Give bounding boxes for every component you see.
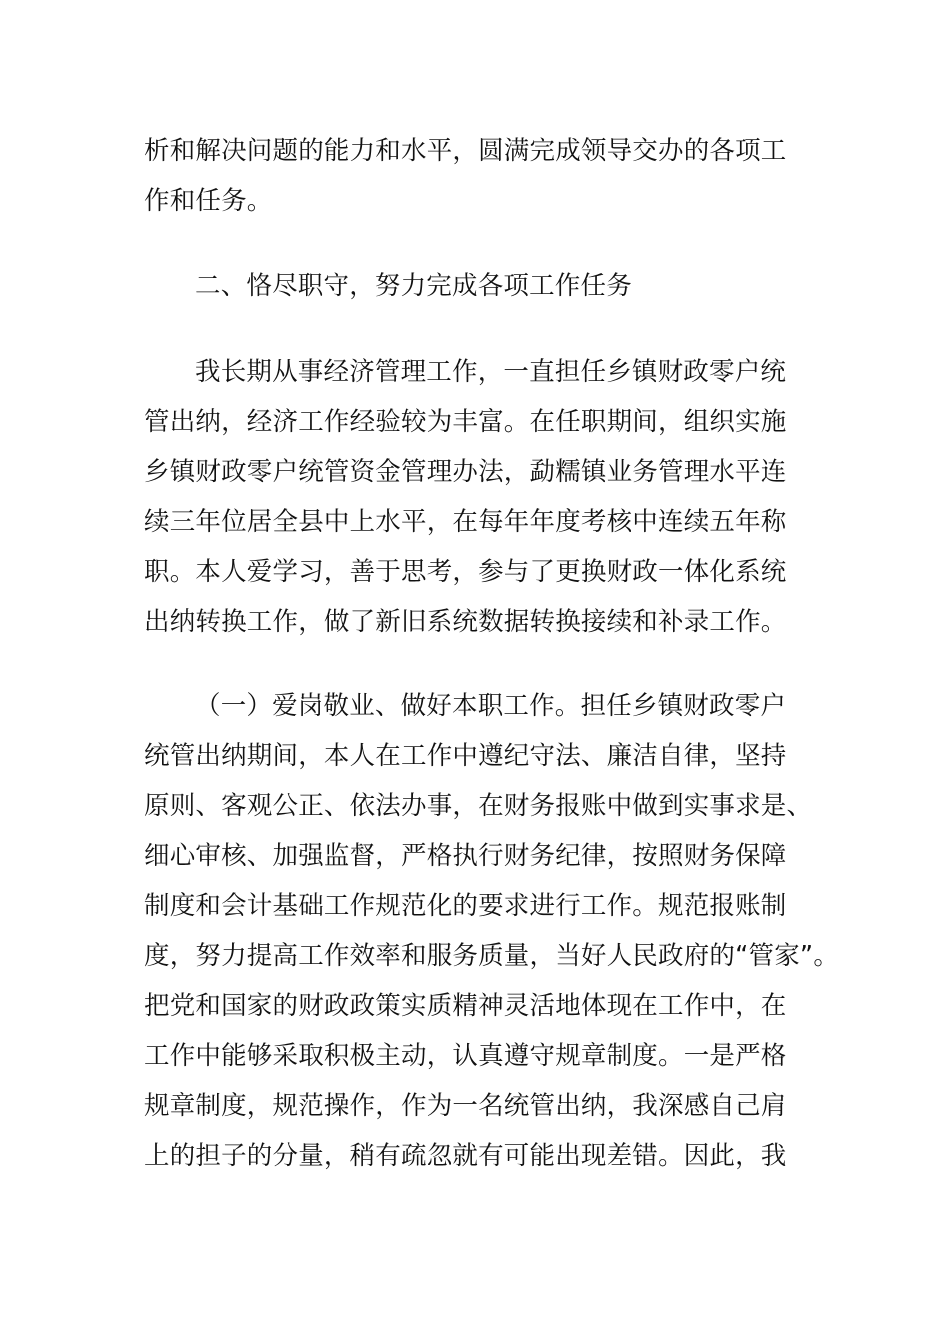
text-line: 上的担子的分量，稍有疏忽就有可能出现差错。因此，我 xyxy=(144,1141,787,1171)
text-line: 原则、客观公正、依法办事，在财务报账中做到实事求是、 xyxy=(144,791,813,821)
text-line: 乡镇财政零户统管资金管理办法，勐糯镇业务管理水平连 xyxy=(144,457,787,487)
text-line: 制度和会计基础工作规范化的要求进行工作。规范报账制 xyxy=(144,891,787,921)
text-line: 作和任务。 xyxy=(144,186,273,216)
text-line: 出纳转换工作，做了新旧系统数据转换接续和补录工作。 xyxy=(144,607,787,637)
text-line: 工作中能够采取积极主动，认真遵守规章制度。一是严格 xyxy=(144,1041,787,1071)
text-line: 续三年位居全县中上水平，在每年年度考核中连续五年称 xyxy=(144,507,787,537)
text-line: 把党和国家的财政政策实质精神灵活地体现在工作中，在 xyxy=(144,991,787,1021)
text-line: 细心审核、加强监督，严格执行财务纪律，按照财务保障 xyxy=(144,841,787,871)
text-line: 管出纳，经济工作经验较为丰富。在任职期间，组织实施 xyxy=(144,407,787,437)
section-heading: 二、恪尽职守，努力完成各项工作任务 xyxy=(195,271,632,301)
text-line: 规章制度，规范操作，作为一名统管出纳，我深感自己肩 xyxy=(144,1091,787,1121)
text-line: 我长期从事经济管理工作，一直担任乡镇财政零户统 xyxy=(195,357,787,387)
text-line: 统管出纳期间，本人在工作中遵纪守法、廉洁自律，坚持 xyxy=(144,741,787,771)
text-line: 度，努力提高工作效率和服务质量，当好人民政府的“管家”。 xyxy=(144,941,840,971)
text-line: 析和解决问题的能力和水平，圆满完成领导交办的各项工 xyxy=(144,136,787,166)
text-line: 职。本人爱学习，善于思考，参与了更换财政一体化系统 xyxy=(144,557,787,587)
subsection-paragraph-start: （一）爱岗敬业、做好本职工作。担任乡镇财政零户 xyxy=(195,691,787,721)
